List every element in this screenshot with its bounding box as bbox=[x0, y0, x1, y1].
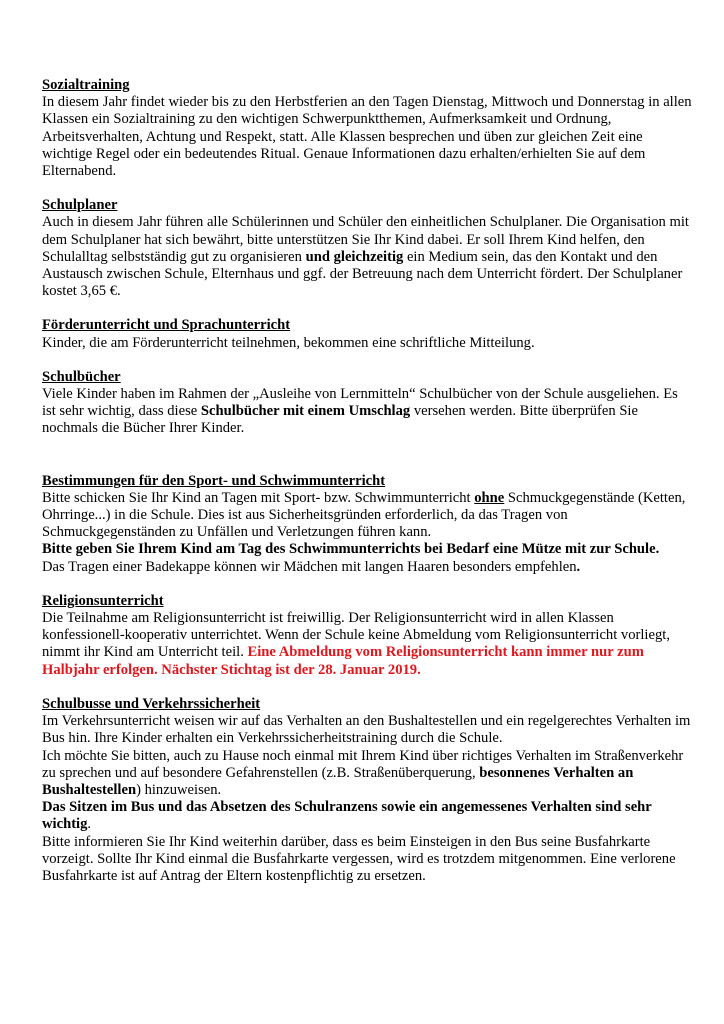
section-schulplaner bbox=[42, 197, 692, 300]
text-run: Die Teilnahme am Religionsunterricht ist freiwillig. Der Religionsunterricht wird in allen Klassen konfessionell-kooperativ unterrichtet. Wenn der Schule keine Abmeldung vom Religionsunterricht vorliegt, nimmt ihr Kind am Unterricht teil. bbox=[42, 610, 670, 661]
section-sport-schwimmunterricht bbox=[42, 473, 692, 576]
text-run: Bitte geben Sie Ihrem Kind am Tag des Schwimmunterrichts bei Bedarf eine Mütze mit zur Schule. bbox=[42, 541, 660, 558]
text-run: Eine Abmeldung vom Religionsunterricht kann immer nur zum Halbjahr erfolgen. Nächster Stichtag ist der 28. Januar 2019. bbox=[42, 644, 644, 678]
text-run: Kinder, die am Förderunterricht teilnehmen, bekommen eine schriftliche Mitteilung. bbox=[42, 334, 535, 351]
section-heading-schulbusse: Schulbusse und Verkehrssicherheit bbox=[42, 695, 261, 712]
paragraph bbox=[42, 335, 692, 352]
paragraph bbox=[42, 610, 692, 679]
section-schulbuecher bbox=[42, 369, 692, 438]
section-sozialtraining bbox=[42, 77, 692, 180]
text-run: Schmuckgegenstände (Ketten, Ohrringe...) in die Schule. Dies ist aus Sicherheitsgründen erforderlich, da das Tragen von Schmuckgegenständen zu Unfällen und Verletzungen führen kann. bbox=[42, 489, 686, 541]
text-run: Schulbücher mit einem Umschlag bbox=[200, 403, 411, 420]
text-run: . bbox=[87, 816, 92, 833]
text-run: ) hinzuweisen. bbox=[136, 781, 222, 798]
text-run: Bitte schicken Sie Ihr Kind an Tagen mit Sport- bzw. Schwimmunterricht bbox=[42, 489, 475, 506]
section-schulbusse bbox=[42, 696, 692, 885]
text-run: ohne bbox=[474, 489, 505, 506]
text-run: versehen werden. Bitte überprüfen Sie nochmals die Bücher Ihrer Kinder. bbox=[42, 403, 638, 437]
section-heading-religionsunterricht: Religionsunterricht bbox=[42, 592, 164, 609]
paragraph bbox=[42, 713, 692, 747]
text-run: . bbox=[576, 558, 581, 575]
paragraph bbox=[42, 834, 692, 886]
text-run: In diesem Jahr findet wieder bis zu den Herbstferien an den Tagen Dienstag, Mittwoch und Donnerstag in allen Klassen ein Sozialtraining zu den wichtigen Schwerpunktthemen, Aufmerksamkeit und Ordnung, Arbeitsverhalten, Achtung und Respekt, statt. Alle Klassen besprechen und üben zur gleichen Zeit eine wichtige Regel oder ein bedeutendes Ritual. Genaue Informationen dazu erhalten/erhielten Sie auf dem Elternabend. bbox=[42, 94, 692, 180]
section-heading-schulplaner: Schulplaner bbox=[42, 197, 118, 214]
text-run: Bitte informieren Sie Ihr Kind weiterhin darüber, dass es beim Einsteigen in den Bus seine Busfahrkarte vorzeigt. Sollte Ihr Kind einmal die Busfahrkarte vergessen, wird es trotzdem mitgenommen. Eine verlorene Busfahrkarte ist auf Antrag der Eltern kostenpflichtig zu ersetzen. bbox=[42, 833, 676, 884]
text-run: ein Medium sein, das den Kontakt und den Austausch zwischen Schule, Elternhaus und ggf. der Betreuung nach dem Unterricht fördert. Der Schulplaner kostet 3,65 €. bbox=[42, 248, 683, 300]
text-run: Das Tragen einer Badekappe können wir Mädchen mit langen Haaren besonders empfehlen bbox=[42, 558, 577, 575]
paragraph bbox=[42, 799, 692, 833]
section-heading-schulbuecher: Schulbücher bbox=[42, 368, 121, 385]
text-run: Ich möchte Sie bitten, auch zu Hause noch einmal mit Ihrem Kind über richtiges Verhalten im Straßenverkehr zu sprechen und auf besondere Gefahrenstellen (z.B. Straßenüberquerung, bbox=[42, 747, 684, 781]
section-religionsunterricht bbox=[42, 593, 692, 679]
text-run: besonnenes Verhalten an Bushaltestellen bbox=[42, 764, 634, 798]
document bbox=[42, 77, 692, 885]
text-run: Das Sitzen im Bus und das Absetzen des Schulranzens sowie ein angemessenes Verhalten sind sehr wichtig bbox=[42, 799, 652, 833]
text-run: und gleichzeitig bbox=[305, 248, 404, 265]
paragraph bbox=[42, 94, 692, 180]
section-heading-foerderunterricht: Förderunterricht und Sprachunterricht bbox=[42, 317, 291, 334]
text-run: Im Verkehrsunterricht weisen wir auf das Verhalten an den Bushaltestellen und ein regelgerechtes Verhalten im Bus hin. Ihre Kinder erhalten ein Verkehrssicherheitstraining durch die Schule. bbox=[42, 713, 691, 747]
paragraph bbox=[42, 541, 692, 558]
text-run: Viele Kinder haben im Rahmen der „Ausleihe von Lernmitteln“ Schulbücher von der Schule ausgeliehen. Es ist sehr wichtig, dass diese bbox=[42, 386, 678, 420]
paragraph bbox=[42, 559, 692, 576]
paragraph bbox=[42, 748, 692, 800]
paragraph bbox=[42, 386, 692, 438]
text-run: Auch in diesem Jahr führen alle Schülerinnen und Schüler den einheitlichen Schulplaner. Die Organisation mit dem Schulplaner hat sich bewährt, bitte unterstützen Sie Ihr Kind dabei. Er soll Ihrem Kind helfen, den Schulalltag selbstständig gut zu organisieren bbox=[42, 214, 689, 265]
section-foerderunterricht bbox=[42, 317, 692, 351]
section-heading-sozialtraining: Sozialtraining bbox=[42, 77, 130, 93]
section-heading-sport-schwimmunterricht: Bestimmungen für den Sport- und Schwimmunterricht bbox=[42, 472, 386, 489]
paragraph bbox=[42, 490, 692, 542]
paragraph bbox=[42, 214, 692, 300]
